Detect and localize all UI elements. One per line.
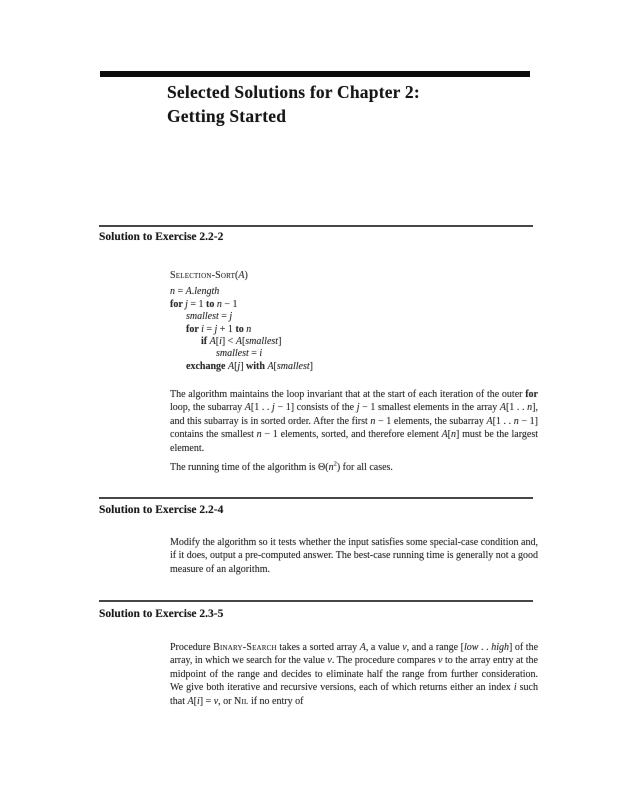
text-segment: ] <: [221, 336, 236, 348]
text-segment: A: [267, 360, 274, 372]
code-line: [170, 361, 313, 373]
text-segment: n: [170, 286, 175, 298]
pseudocode-selection-sort: [170, 270, 313, 373]
text-segment: takes a sorted array: [276, 642, 360, 653]
text-segment: high: [491, 642, 509, 653]
text-segment: . .: [478, 642, 492, 653]
text-segment: j: [185, 298, 188, 310]
text-segment: A: [235, 336, 242, 348]
section-rule-2-2-2: [99, 225, 533, 227]
text-segment: v: [402, 642, 407, 653]
text-segment: to: [235, 323, 247, 335]
masthead-rule: [100, 71, 530, 77]
text-segment: [1 . .: [250, 402, 273, 414]
text-segment: 2: [333, 460, 337, 468]
text-segment: Selection-Sort: [170, 270, 236, 281]
paragraph-best-case: [170, 536, 538, 576]
text-segment: Procedure: [170, 642, 214, 653]
text-segment: − 1: [221, 298, 238, 310]
text-segment: n: [328, 462, 334, 473]
text-segment: i: [259, 348, 263, 360]
text-segment: ): [244, 270, 248, 281]
code-line: [170, 286, 313, 298]
text-segment: =: [248, 348, 260, 360]
text-segment: j: [229, 311, 233, 323]
text-segment: A: [499, 402, 506, 414]
text-segment: j: [272, 402, 275, 414]
text-segment: j: [214, 323, 218, 335]
text-segment: − 1 elements, sorted, and therefore element: [261, 429, 442, 441]
text-segment: A: [185, 286, 192, 298]
code-line: [170, 336, 313, 348]
text-segment: n: [256, 429, 262, 441]
text-segment: Nil: [234, 695, 249, 707]
text-segment: n: [513, 415, 519, 427]
text-segment: ] =: [199, 695, 214, 707]
text-segment: ]: [309, 360, 314, 372]
text-segment: n: [451, 429, 457, 441]
text-segment: ], and this subarray is in sorted order. After the first: [170, 402, 538, 427]
text-segment: i: [219, 336, 222, 348]
text-segment: to the array entry at the midpoint of the range and decides to eliminate half the range from further consideration. We give both iterative and recursive versions, each of which returns either an index: [170, 655, 538, 694]
text-segment: [: [215, 336, 220, 348]
text-segment: j: [356, 402, 360, 414]
section-heading-2-2-4: Solution to Exercise 2.2-4: [99, 504, 224, 516]
paragraph-binary-search: [170, 641, 538, 708]
text-segment: n: [216, 298, 222, 310]
text-segment: if: [201, 336, 210, 348]
text-segment: with: [246, 360, 268, 372]
section-rule-2-3-5: [99, 600, 533, 602]
text-segment: for: [170, 298, 186, 310]
text-segment: . The procedure compares: [331, 655, 438, 667]
code-line: [170, 324, 313, 336]
text-segment: , and a range [: [406, 642, 464, 653]
text-segment: [1 . .: [505, 402, 528, 414]
text-segment: A: [227, 360, 235, 372]
text-segment: for: [186, 323, 202, 335]
text-segment: v: [438, 655, 443, 667]
text-segment: i: [196, 695, 200, 707]
text-segment: i: [201, 323, 204, 335]
text-segment: Modify the algorithm so it tests whether the input satisfies some special-case condition and, if it does, output a pre-computed answer. The best-case running time is generally not a good measure of an algorithm.: [170, 537, 538, 575]
code-line: [170, 299, 313, 311]
text-segment: for: [525, 389, 538, 400]
paragraph-loop-invariant: [170, 388, 538, 455]
text-segment: A: [359, 642, 366, 653]
page-title: [167, 80, 420, 128]
text-segment: , a value: [365, 642, 403, 653]
text-segment: loop, the subarray: [170, 402, 245, 414]
text-segment: to: [206, 298, 217, 310]
text-segment: [: [273, 360, 277, 372]
code-line: [170, 311, 313, 323]
text-segment: j: [237, 360, 241, 372]
text-segment: − 1 smallest elements in the array: [359, 402, 500, 414]
text-segment: length: [194, 286, 220, 298]
page-title-line-1: Selected Solutions for Chapter 2:: [167, 82, 420, 102]
text-segment: ]: [240, 360, 247, 372]
text-segment: low: [463, 642, 479, 653]
text-segment: A: [209, 336, 216, 348]
text-segment: (: [235, 270, 239, 281]
text-segment: =: [203, 323, 215, 335]
text-segment: [: [447, 429, 452, 441]
text-segment: + 1: [217, 323, 236, 335]
text-segment: .: [191, 286, 195, 298]
section-rule-2-2-4: [99, 497, 533, 499]
text-segment: A: [187, 695, 194, 707]
text-segment: − 1 elements, the subarray: [375, 415, 487, 427]
text-segment: , or: [218, 695, 235, 707]
text-segment: A: [238, 270, 245, 281]
text-segment: smallest: [276, 360, 310, 372]
text-segment: such that: [170, 682, 538, 707]
text-segment: smallest: [245, 336, 279, 348]
text-segment: n: [527, 402, 533, 414]
text-segment: n: [246, 323, 252, 335]
text-segment: ]: [278, 336, 282, 348]
page-title-line-2: Getting Started: [167, 106, 287, 126]
text-segment: ) for all cases.: [336, 462, 393, 473]
text-segment: smallest: [216, 348, 249, 360]
text-segment: − 1] consists of the: [274, 402, 357, 414]
text-segment: A: [441, 429, 448, 441]
text-segment: [: [234, 360, 238, 372]
text-segment: [1 . .: [492, 415, 514, 427]
code-line: [170, 270, 313, 282]
text-segment: − 1] contains the smallest: [170, 415, 538, 441]
text-segment: =: [218, 311, 230, 323]
text-segment: i: [513, 682, 517, 694]
text-segment: = 1: [187, 298, 207, 310]
text-segment: n: [370, 415, 376, 427]
section-heading-2-2-2: Solution to Exercise 2.2-2: [99, 231, 224, 243]
text-segment: A: [486, 415, 493, 427]
text-segment: [: [241, 336, 246, 348]
text-segment: The algorithm maintains the loop invariant that at the start of each iteration of the outer: [170, 389, 526, 400]
text-segment: The running time of the algorithm is Θ(: [170, 462, 329, 473]
text-segment: Binary-Search: [213, 642, 277, 653]
text-segment: v: [213, 695, 219, 707]
text-segment: v: [327, 655, 332, 667]
text-segment: =: [175, 286, 186, 298]
text-segment: ] of the array, in which we search for the value: [170, 642, 539, 667]
code-line: [170, 348, 313, 360]
text-segment: smallest: [186, 311, 219, 323]
paragraph-running-time: [170, 461, 393, 474]
text-segment: [: [193, 695, 197, 707]
section-heading-2-3-5: Solution to Exercise 2.3-5: [99, 608, 224, 620]
text-segment: exchange: [186, 360, 228, 372]
text-segment: ] must be the largest element.: [170, 429, 538, 454]
text-segment: if no entry of: [248, 695, 304, 707]
text-segment: A: [244, 402, 251, 414]
